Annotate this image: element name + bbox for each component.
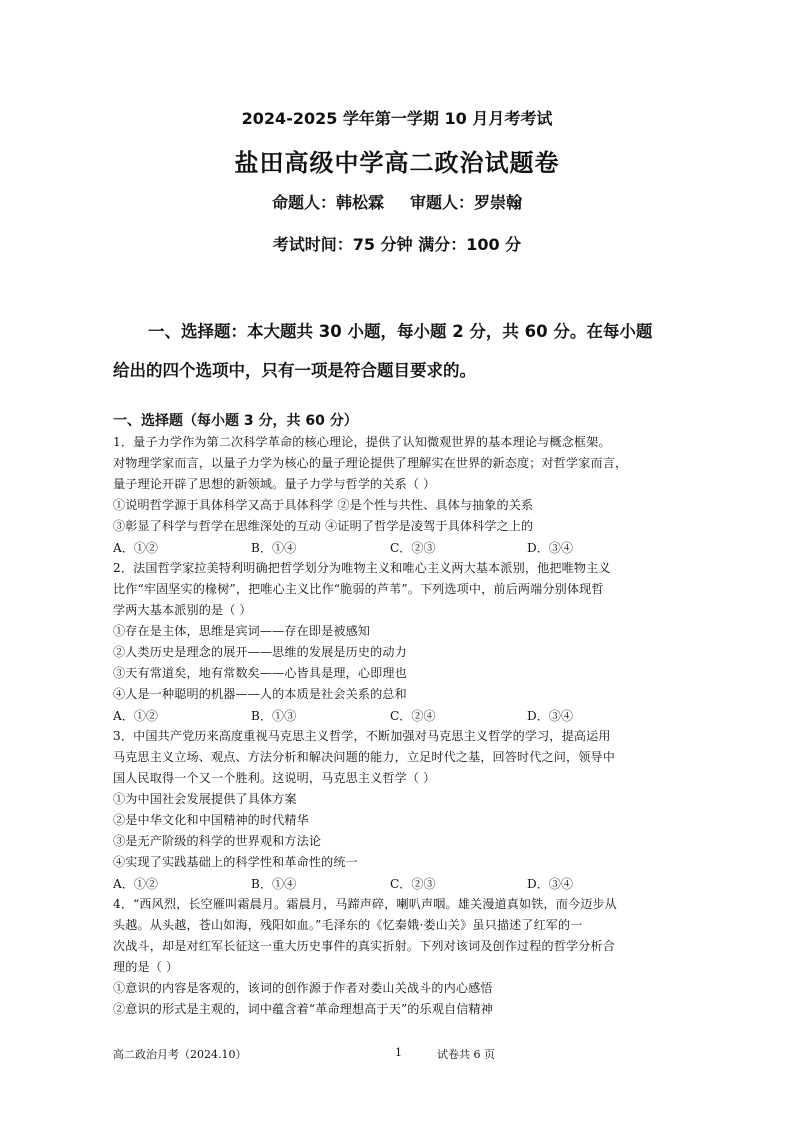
author-line	[0, 190, 794, 213]
option-c: C．②④	[390, 709, 436, 723]
question-3-line: 3．中国共产党历来高度重视马克思主义哲学，不断加强对马克思主义哲学的学习，提高运用	[113, 729, 611, 743]
option-b: B．①④	[251, 877, 297, 891]
option-d: D．③④	[527, 709, 573, 723]
question-3-statement: ①为中国社会发展提供了具体方案	[113, 792, 297, 806]
question-1-statement: ③彰显了科学与哲学在思维深处的互动 ④证明了哲学是凌驾于具体科学之上的	[113, 519, 534, 533]
question-4-statement: ①意识的内容是客观的，该词的创作源于作者对娄山关战斗的内心感悟	[113, 981, 493, 995]
question-3-statement: ④实现了实践基础上的科学性和革命性的统一	[113, 855, 358, 869]
question-1-statement: ①说明哲学源于具体科学又高于具体科学 ②是个性与共性、具体与抽象的关系	[113, 498, 534, 512]
question-2-line: 2．法国哲学家拉美特利明确把哲学划分为唯物主义和唯心主义两大基本派别，他把唯物主义	[113, 561, 611, 575]
exam-term-heading: 2024-2025 学年第一学期 10 月月考考试	[241, 109, 553, 128]
question-3-line: 马克思主义立场、观点、方法分析和解决问题的能力，立足时代之基，回答时代之问，领导中	[113, 750, 615, 764]
question-1-line: 1．量子力学作为第二次科学革命的核心理论，提供了认知微观世界的基本理论与概念框架。	[113, 435, 611, 449]
question-4-line: 头越。从头越，苍山如海，残阳如血。”毛泽东的《忆秦娥·娄山关》虽只描述了红军的一	[113, 918, 583, 932]
question-4-line: 4．“西风烈，长空雁叫霜晨月。霜晨月，马蹄声碎，喇叭声咽。雄关漫道真如铁，而今迈步从	[113, 897, 617, 911]
author-label: 命题人：韩松霖	[271, 193, 384, 212]
question-2-statement: ①存在是主体，思维是宾词——存在即是被感知	[113, 624, 371, 638]
question-1-line: 量子理论开辟了思想的新领域。量子力学与哲学的关系（ ）	[113, 477, 436, 491]
question-2-line: 学两大基本派别的是（ ）	[113, 603, 252, 617]
question-3-line: 国人民取得一个又一个胜利。这说明，马克思主义哲学（ ）	[113, 771, 436, 785]
question-2-statement: ②人类历史是理念的展开——思维的发展是历史的动力	[113, 645, 407, 659]
option-c: C．②③	[390, 877, 436, 891]
question-2-line: 比作“牢固坚实的椽树”，把唯心主义比作“脆弱的芦苇”。下列选项中，前后两端分别体现哲	[113, 582, 604, 596]
question-1-options	[113, 539, 583, 555]
question-2-options	[113, 707, 583, 723]
question-4-line: 次战斗，却是对红军长征这一重大历史事件的真实折射。下列对该词及创作过程的哲学分析合	[113, 939, 615, 953]
option-d: D．③④	[527, 877, 573, 891]
option-a: A．①②	[113, 877, 159, 891]
option-a: A．①②	[113, 709, 159, 723]
option-b: B．①③	[251, 709, 297, 723]
footer-exam-label: 高二政治月考（2024.10）	[113, 1048, 247, 1061]
question-1-line: 对物理学家而言，以量子力学为核心的量子理论提供了理解实在世界的新态度；对哲学家而言，	[113, 456, 628, 470]
question-2-statement: ③天有常道矣，地有常数矣——心皆具是理，心即理也	[113, 666, 407, 680]
reviewer-label: 审题人：罗崇翰	[410, 193, 523, 212]
option-a: A．①②	[113, 541, 159, 555]
question-2-statement: ④人是一种聪明的机器——人的本质是社会关系的总和	[113, 687, 407, 701]
question-4-line: 理的是（ ）	[113, 960, 179, 974]
option-b: B．①④	[251, 541, 297, 555]
option-d: D．③④	[527, 541, 573, 555]
question-3-options	[113, 875, 583, 891]
question-4-statement: ②意识的形式是主观的，词中蕴含着“革命理想高于天”的乐观自信精神	[113, 1002, 493, 1016]
question-3-statement: ③是无产阶级的科学的世界观和方法论	[113, 834, 322, 848]
section-title: 一、选择题（每小题 3 分，共 60 分）	[113, 413, 358, 429]
footer-total-pages: 试卷共 6 页	[437, 1048, 495, 1061]
instructions-line-2: 给出的四个选项中，只有一项是符合题目要求的。	[113, 361, 476, 380]
footer-page-number: 1	[395, 1046, 402, 1059]
instructions-line-1: 一、选择题：本大题共 30 小题，每小题 2 分，共 60 分。在每小题	[148, 322, 653, 341]
time-score-line: 考试时间：75 分钟 满分：100 分	[272, 235, 522, 254]
option-c: C．②③	[390, 541, 436, 555]
question-3-statement: ②是中华文化和中国精神的时代精华	[113, 813, 309, 827]
exam-title: 盐田高级中学高二政治试题卷	[234, 149, 560, 177]
